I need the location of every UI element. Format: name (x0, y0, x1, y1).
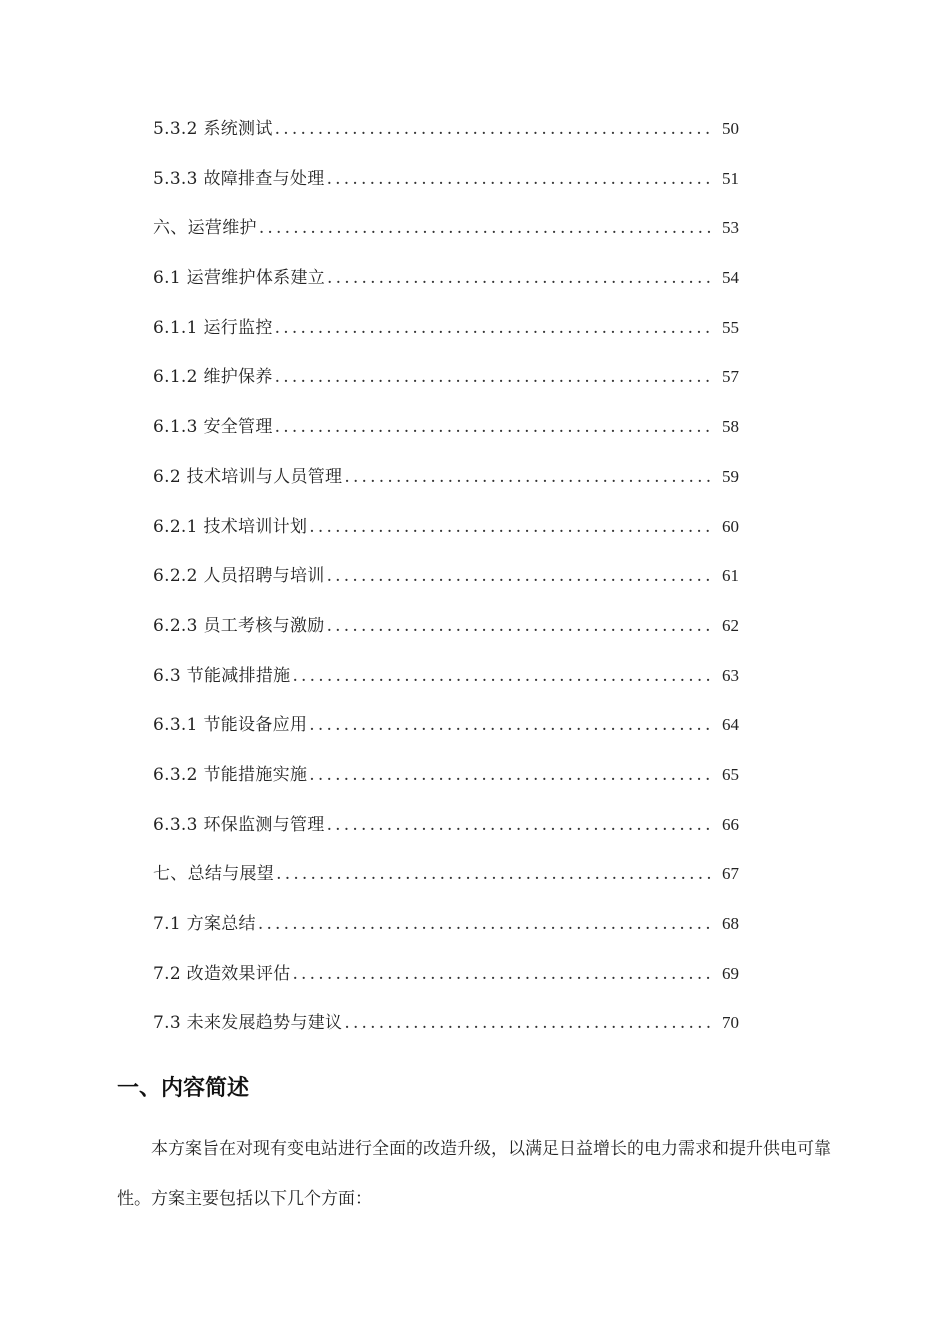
toc-leader-dots (292, 964, 712, 984)
toc-entry[interactable] (153, 114, 739, 164)
toc-entry-page: 69 (722, 963, 739, 983)
toc-leader-dots (309, 765, 712, 785)
toc-entry[interactable] (153, 661, 739, 711)
toc-leader-dots (275, 119, 712, 139)
toc-entry-page: 55 (722, 317, 739, 337)
toc-entry[interactable] (153, 362, 739, 412)
toc-entry-label: 6.3.1 节能设备应用 (153, 715, 308, 736)
toc-leader-dots (327, 815, 712, 835)
toc-leader-dots (259, 218, 712, 238)
toc-entry-label: 七、总结与展望 (153, 864, 275, 885)
toc-entry-page: 64 (722, 715, 739, 735)
toc-entry[interactable] (153, 561, 739, 611)
toc-entry-label: 6.2.1 技术培训计划 (153, 516, 308, 537)
toc-leader-dots (258, 914, 712, 934)
toc-leader-dots (275, 318, 712, 338)
toc-entry[interactable] (153, 213, 739, 263)
toc-leader-dots (275, 367, 712, 387)
toc-entry-label: 6.2 技术培训与人员管理 (153, 466, 343, 487)
toc-entry-label: 5.3.3 故障排查与处理 (153, 168, 325, 189)
toc-entry[interactable] (153, 263, 739, 313)
toc-entry-label: 7.2 改造效果评估 (153, 963, 291, 984)
toc-leader-dots (309, 715, 712, 735)
toc-leader-dots (292, 666, 712, 686)
toc-entry-page: 58 (722, 417, 739, 437)
toc-entry-label: 6.3.2 节能措施实施 (153, 764, 308, 785)
toc-entry-page: 54 (722, 268, 739, 288)
toc-entry-label: 6.2.3 员工考核与激励 (153, 615, 325, 636)
toc-entry[interactable] (153, 909, 739, 959)
table-of-contents (153, 114, 739, 1058)
toc-entry-page: 65 (722, 764, 739, 784)
toc-leader-dots (327, 566, 712, 586)
toc-entry-label: 7.1 方案总结 (153, 914, 256, 934)
toc-entry-page: 50 (722, 119, 739, 138)
toc-entry-label: 6.2.2 人员招聘与培训 (153, 566, 325, 587)
toc-entry-label: 6.1.3 安全管理 (153, 417, 273, 438)
toc-entry-page: 63 (722, 665, 739, 685)
toc-entry[interactable] (153, 710, 739, 760)
section-heading: 一、内容简述 (117, 1076, 250, 1101)
toc-entry-page: 62 (722, 615, 739, 635)
toc-entry-page: 53 (722, 218, 739, 238)
toc-leader-dots (275, 417, 712, 437)
toc-entry-label: 6.1 运营维护体系建立 (153, 268, 326, 289)
toc-entry-page: 51 (722, 168, 739, 188)
toc-leader-dots (327, 169, 712, 189)
toc-entry-label: 6.1.2 维护保养 (153, 367, 273, 388)
toc-entry[interactable] (153, 462, 739, 512)
toc-entry[interactable] (153, 313, 739, 363)
toc-entry-page: 57 (722, 367, 739, 387)
toc-leader-dots (344, 467, 712, 487)
toc-entry[interactable] (153, 760, 739, 810)
toc-leader-dots (327, 268, 712, 288)
toc-entry-page: 67 (722, 864, 739, 884)
toc-entry-label: 5.3.2 系统测试 (153, 119, 273, 139)
toc-entry-page: 70 (722, 1013, 739, 1033)
toc-entry-label: 7.3 未来发展趋势与建议 (153, 1013, 343, 1034)
toc-entry[interactable] (153, 611, 739, 661)
toc-entry-page: 59 (722, 466, 739, 486)
toc-entry-label: 6.3.3 环保监测与管理 (153, 814, 325, 835)
toc-entry-label: 6.3 节能减排措施 (153, 665, 291, 686)
toc-entry[interactable] (153, 959, 739, 1009)
toc-entry[interactable] (153, 1008, 739, 1058)
toc-leader-dots (344, 1013, 712, 1033)
toc-entry[interactable] (153, 859, 739, 909)
toc-leader-dots (327, 616, 712, 636)
toc-leader-dots (276, 864, 712, 884)
toc-entry-page: 61 (722, 566, 739, 586)
toc-entry-page: 66 (722, 814, 739, 834)
toc-entry-page: 60 (722, 516, 739, 536)
toc-entry-page: 68 (722, 914, 739, 933)
toc-entry[interactable] (153, 164, 739, 214)
toc-entry-label: 六、运营维护 (153, 218, 257, 239)
toc-entry-label: 6.1.1 运行监控 (153, 317, 273, 338)
toc-entry[interactable] (153, 512, 739, 562)
toc-entry[interactable] (153, 412, 739, 462)
toc-leader-dots (309, 517, 712, 537)
section-paragraph: 本方案旨在对现有变电站进行全面的改造升级，以满足日益增长的电力需求和提升供电可靠性。方案主要包括以下几个方面： (117, 1139, 831, 1209)
toc-entry[interactable] (153, 810, 739, 860)
